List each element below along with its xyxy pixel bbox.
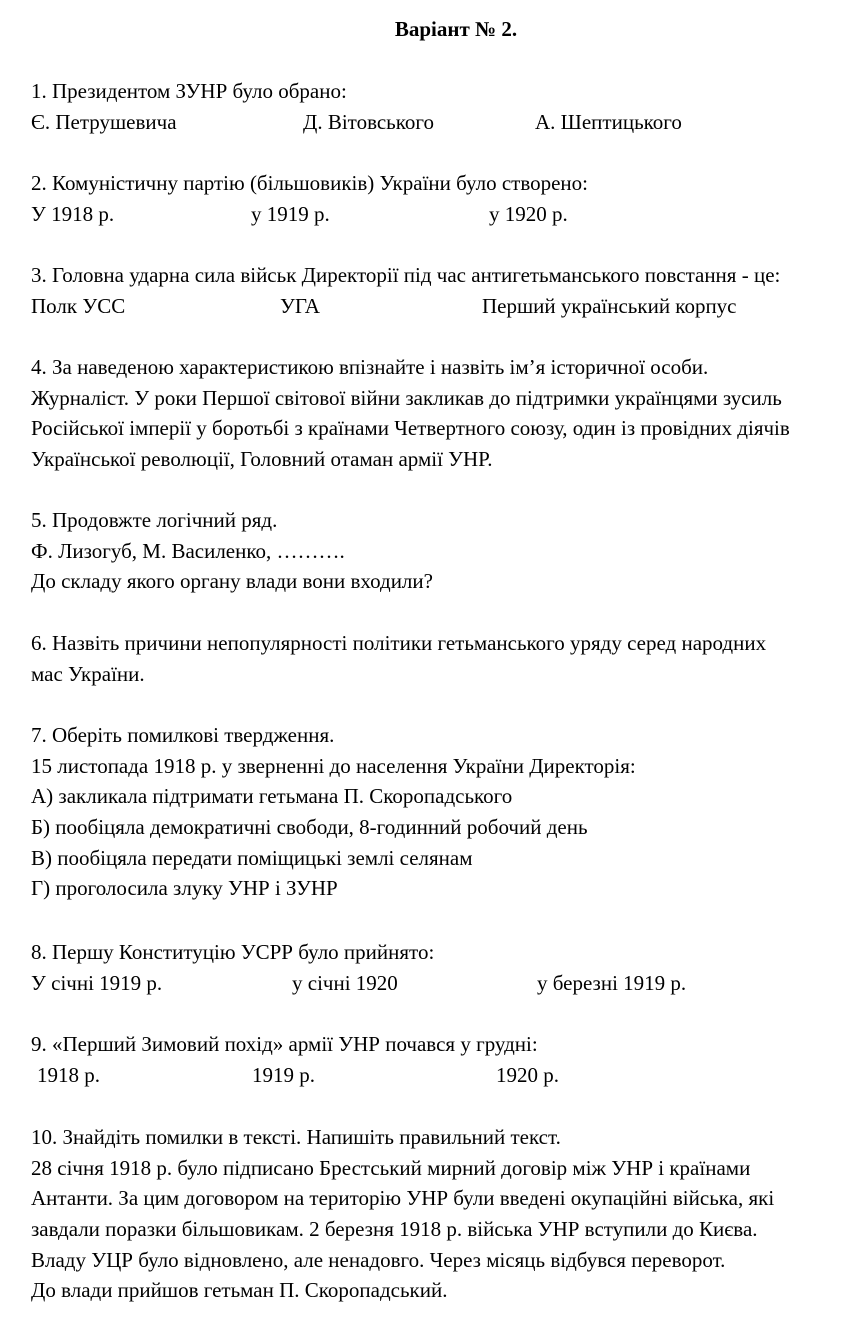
question-2-options — [31, 199, 864, 230]
question-4 — [31, 352, 864, 475]
answer-option: Д. Вітовського — [303, 109, 434, 134]
question-9-text: 9. «Перший Зимовий похід» армії УНР почався у грудні: — [31, 1032, 538, 1056]
question-4-description-line: Журналіст. У роки Першої світової війни закликав до підтримки українцями зусиль — [31, 385, 782, 410]
question-1-options — [31, 107, 864, 138]
answer-option: Перший український корпус — [482, 293, 737, 318]
answer-option: В) пообіцяла передати поміщицькі землі селянам — [31, 845, 473, 870]
question-7-text: 7. Оберіть помилкові твердження. — [31, 723, 335, 747]
question-3-text: 3. Головна ударна сила військ Директорії під час антигетьманського повстання - це: — [31, 263, 781, 287]
question-3-options — [31, 291, 864, 322]
question-5-sequence: Ф. Лизогуб, М. Василенко, ………. — [31, 538, 345, 563]
question-2-text: 2. Комуністичну партію (більшовиків) України було створено: — [31, 171, 588, 195]
answer-option: А) закликала підтримати гетьмана П. Скоропадського — [31, 784, 513, 809]
question-1 — [31, 76, 864, 137]
question-4-description-line: Російської імперії у боротьбі з країнами Четвертного союзу, один із провідних діячів — [31, 416, 790, 441]
question-9-options — [31, 1060, 864, 1091]
answer-option: У січні 1919 р. — [31, 970, 163, 995]
answer-option: у 1919 р. — [251, 201, 330, 226]
question-8 — [31, 937, 864, 998]
answer-option: А. Шептицького — [535, 109, 682, 134]
answer-option: Б) пообіцяла демократичні свободи, 8-годинний робочий день — [31, 815, 588, 840]
answer-option: УГА — [280, 293, 320, 318]
question-7 — [31, 720, 864, 904]
question-10-text: 10. Знайдіть помилки в тексті. Напишіть правильний текст. — [31, 1125, 561, 1149]
question-10-passage-line: Владу УЦР було відновлено, але ненадовго. Через місяць відбувся переворот. — [31, 1247, 726, 1272]
answer-option: 1919 р. — [252, 1062, 315, 1087]
answer-option: у січні 1920 — [292, 970, 398, 995]
answer-option: 1918 р. — [37, 1062, 100, 1087]
answer-option: У 1918 р. — [31, 201, 115, 226]
answer-option: 1920 р. — [496, 1062, 559, 1087]
page-title: Варіант № 2. — [394, 17, 518, 41]
question-2 — [31, 168, 864, 229]
question-4-description-line: Української революції, Головний отаман армії УНР. — [31, 447, 493, 472]
question-6-text-line: мас України. — [31, 661, 145, 686]
question-3 — [31, 260, 864, 321]
question-6-text-line: 6. Назвіть причини непопулярності політики гетьманського уряду серед народних — [31, 631, 767, 655]
answer-option: Г) проголосила злуку УНР і ЗУНР — [31, 876, 338, 901]
question-10-passage-line: завдали поразки більшовикам. 2 березня 1918 р. війська УНР вступили до Києва. — [31, 1217, 758, 1242]
question-5-text: 5. Продовжте логічний ряд. — [31, 508, 278, 532]
question-8-text: 8. Першу Конституцію УСРР було прийнято: — [31, 940, 435, 964]
question-8-options — [31, 968, 864, 999]
question-7-intro: 15 листопада 1918 р. у зверненні до населення України Директорія: — [31, 753, 636, 778]
question-10-passage-line: 28 січня 1918 р. було підписано Брестський мирний договір між УНР і країнами — [31, 1155, 751, 1180]
question-10-passage-line: Антанти. За цим договором на територію УНР були введені окупаційні війська, які — [31, 1186, 775, 1211]
answer-option: Є. Петрушевича — [31, 109, 177, 134]
question-4-text: 4. За наведеною характеристикою впізнайте і назвіть ім’я історичної особи. — [31, 355, 709, 379]
question-10-passage-line: До влади прийшов гетьман П. Скоропадський. — [31, 1278, 448, 1303]
question-5-subquestion: До складу якого органу влади вони входили? — [31, 569, 433, 594]
answer-option: Полк УСС — [31, 293, 126, 318]
question-10 — [31, 1122, 864, 1306]
answer-option: у 1920 р. — [489, 201, 568, 226]
answer-option: у березні 1919 р. — [537, 970, 687, 995]
question-1-text: 1. Президентом ЗУНР було обрано: — [31, 79, 347, 103]
question-9 — [31, 1029, 864, 1090]
question-6 — [31, 628, 864, 689]
question-5 — [31, 505, 864, 597]
